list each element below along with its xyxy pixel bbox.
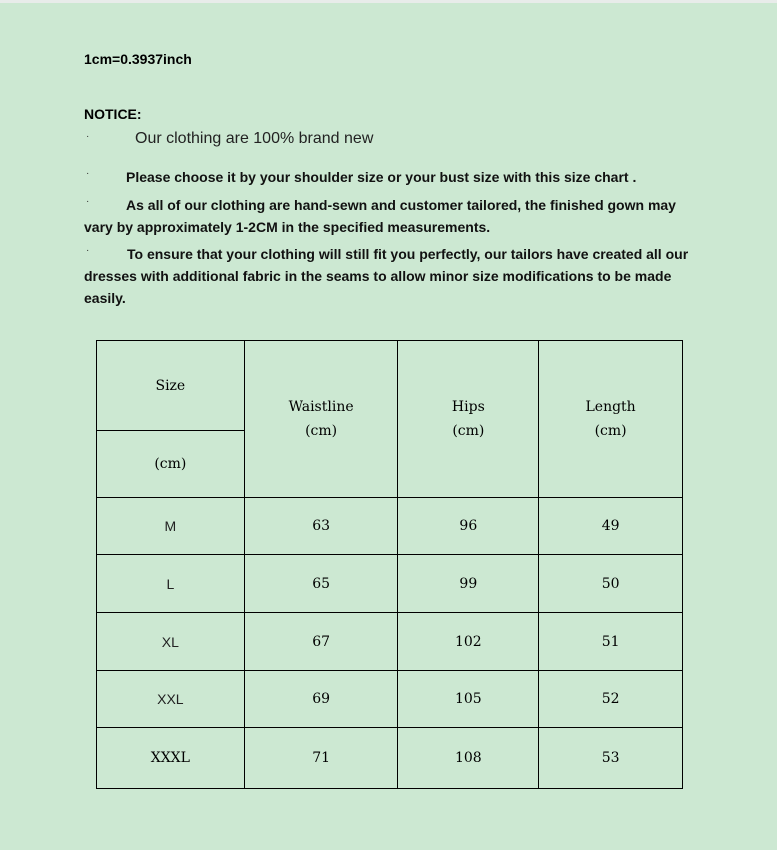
waist-cell: 71 [244,728,398,789]
table-row [97,555,683,613]
notice-item-2: Please choose it by your shoulder size or your bust size with this size chart . [126,169,637,185]
bullet-1: · [86,131,90,142]
waistline-header-cell [244,341,398,498]
notice-item-4: To ensure that your clothing will still fit you perfectly, our tailors have created all our dresses with additional fabric in the seams to allow minor size modifications to be made easily. [84,246,689,306]
table-row [97,613,683,671]
notice-title: NOTICE: [84,106,142,122]
size-cell: M [97,498,245,555]
hips-label: Hips [451,399,485,415]
length-cell: 51 [539,613,683,671]
hips-cell: 108 [398,728,539,789]
table-header-row [97,341,683,431]
table-row [97,498,683,555]
hips-cell: 96 [398,498,539,555]
bullet-2: · [86,168,90,179]
length-unit: (cm) [594,423,627,439]
waist-cell: 69 [244,671,398,728]
notice-item-3: As all of our clothing are hand-sewn and customer tailored, the finished gown may vary by approximately 1-2CM in the specified measurements. [84,197,676,235]
length-label: Length [585,399,636,415]
length-cell: 49 [539,498,683,555]
hips-cell: 99 [398,555,539,613]
waist-cell: 65 [244,555,398,613]
bullet-3: · [86,196,90,207]
size-cell: XL [97,613,245,671]
hips-header-cell [398,341,539,498]
length-cell: 52 [539,671,683,728]
unit-conversion: 1cm=0.3937inch [84,51,192,67]
waistline-label: Waistline [288,399,354,415]
size-cell: XXL [97,671,245,728]
size-cell: XXXL [97,728,245,789]
length-cell: 53 [539,728,683,789]
size-header-cell: Size [97,341,245,431]
bullet-4: · [86,245,90,256]
table-row [97,728,683,789]
hips-cell: 102 [398,613,539,671]
size-chart-table [96,340,683,789]
notice-item-1: Our clothing are 100% brand new [135,130,374,147]
waistline-unit: (cm) [305,423,338,439]
size-unit-cell: (cm) [97,431,245,498]
length-header-cell [539,341,683,498]
table-row [97,671,683,728]
length-cell: 50 [539,555,683,613]
hips-unit: (cm) [452,423,485,439]
size-cell: L [97,555,245,613]
hips-cell: 105 [398,671,539,728]
waist-cell: 67 [244,613,398,671]
top-border [0,0,777,3]
waist-cell: 63 [244,498,398,555]
